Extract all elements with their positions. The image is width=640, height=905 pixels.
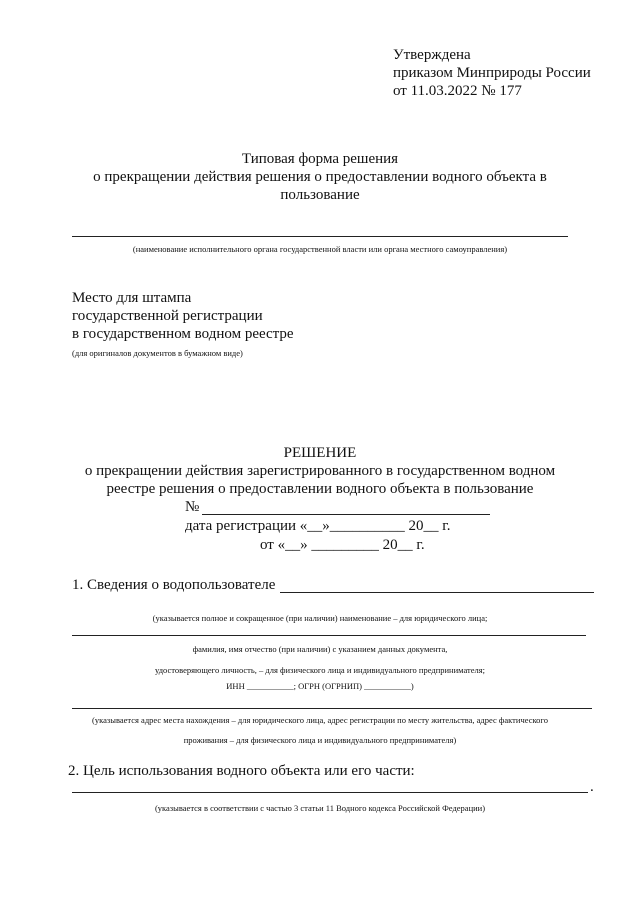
section1-caption-5: проживания – для физического лица и индивидуального предпринимателя): [183, 735, 457, 745]
approval-line-1: Утверждена: [393, 47, 471, 63]
form-title-line-1: Типовая форма решения: [241, 151, 399, 167]
number-label: №: [185, 499, 200, 515]
section2-caption: (указывается в соответствии с частью 3 статьи 11 Водного кодекса Российской Федерации): [154, 803, 486, 813]
section1-title: 1. Сведения о водопользователе: [72, 577, 276, 593]
section1-line-2: [72, 635, 586, 636]
stamp-line-2: государственной регистрации: [72, 308, 263, 324]
from-date: от «__» _________ 20__ г.: [260, 537, 425, 553]
decision-heading: РЕШЕНИЕ: [283, 445, 357, 461]
authority-caption: (наименование исполнительного органа государственной власти или органа местного самоуправления): [132, 244, 508, 254]
number-line: [202, 514, 490, 515]
section2-title: 2. Цель использования водного объекта или его части:: [68, 763, 415, 779]
section2-line: [72, 792, 588, 793]
section1-caption-2: фамилия, имя отчество (при наличии) с указанием данных документа,: [192, 644, 448, 654]
stamp-note: (для оригиналов документов в бумажном виде): [72, 348, 243, 358]
section1-caption-1: (указывается полное и сокращенное (при наличии) наименование – для юридического лица;: [152, 613, 488, 623]
section1-caption-4: (указывается адрес места нахождения – для юридического лица, адрес регистрации по месту жительства, адрес фактического: [92, 715, 548, 725]
registration-date: дата регистрации «__»__________ 20__ г.: [185, 518, 451, 534]
approval-block: [393, 46, 591, 100]
stamp-block: [72, 289, 294, 343]
section2-end-mark: .: [590, 779, 594, 795]
approval-line-2: приказом Минприроды России: [393, 65, 591, 81]
form-title-line-2: о прекращении действия решения о предоставлении водного объекта в: [93, 169, 547, 185]
form-title-line-3: пользование: [280, 187, 360, 203]
decision-line-1: о прекращении действия зарегистрированного в государственном водном: [84, 463, 556, 479]
section1-line-1: [280, 592, 594, 593]
decision-line-2: реестре решения о предоставлении водного объекта в пользование: [106, 481, 534, 497]
form-title: [0, 150, 640, 204]
approval-line-3: от 11.03.2022 № 177: [393, 83, 522, 99]
stamp-line-1: Место для штампа: [72, 290, 192, 306]
section1-line-3: [72, 708, 592, 709]
section1-caption-3: удостоверяющего личность, – для физического лица и индивидуального предпринимателя;: [154, 665, 486, 675]
stamp-line-3: в государственном водном реестре: [72, 326, 294, 342]
decision-title: [0, 444, 640, 498]
authority-line: [72, 236, 568, 237]
inn-ogrn-line: ИНН ___________; ОГРН (ОГРНИП) ___________): [226, 681, 414, 691]
